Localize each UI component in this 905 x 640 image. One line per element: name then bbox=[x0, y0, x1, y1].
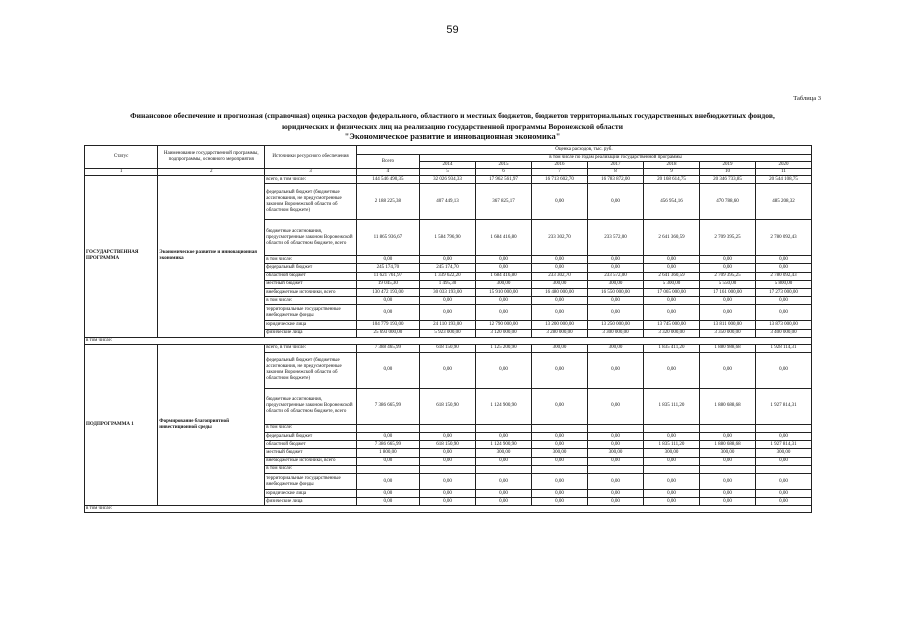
amount-cell: 12 790 000,00 bbox=[475, 321, 531, 329]
amount-cell: 0,00 bbox=[587, 305, 643, 321]
header-year: 2018 bbox=[643, 162, 699, 169]
header-by-years: в том числе по годам реализации государственной программы bbox=[419, 155, 811, 162]
amount-cell: 130 472 193,00 bbox=[356, 288, 419, 296]
amount-cell: 0,00 bbox=[755, 457, 811, 465]
amount-cell: 15 910 000,00 bbox=[475, 288, 531, 296]
amount-cell: 0,00 bbox=[419, 305, 475, 321]
amount-cell: 17 161 000,00 bbox=[699, 288, 755, 296]
amount-cell: 144 546 490,35 bbox=[356, 176, 419, 184]
amount-cell: 0,00 bbox=[587, 184, 643, 220]
funding-source: физические лица bbox=[265, 498, 357, 506]
funding-source: юридические лица bbox=[265, 321, 357, 329]
column-index: 10 bbox=[699, 169, 755, 176]
amount-cell: 0,00 bbox=[531, 305, 587, 321]
amount-cell: 0,00 bbox=[755, 490, 811, 498]
amount-cell: 0,00 bbox=[475, 457, 531, 465]
column-index: 6 bbox=[475, 169, 531, 176]
amount-cell: 1 835 411,20 bbox=[643, 344, 699, 352]
amount-cell: 0,00 bbox=[475, 264, 531, 272]
amount-cell: 1 124 900,90 bbox=[475, 441, 531, 449]
amount-cell: 0,00 bbox=[419, 256, 475, 264]
amount-cell: 1 800,00 bbox=[356, 449, 419, 457]
amount-cell: 13 873 000,00 bbox=[755, 321, 811, 329]
amount-cell: 0,00 bbox=[643, 264, 699, 272]
amount-cell bbox=[475, 465, 531, 473]
amount-cell: 300,00 bbox=[531, 449, 587, 457]
amount-cell: 233 302,70 bbox=[531, 272, 587, 280]
amount-cell: 0,00 bbox=[475, 490, 531, 498]
amount-cell: 0,00 bbox=[699, 352, 755, 388]
amount-cell: 0,00 bbox=[587, 256, 643, 264]
funding-source: местный бюджет bbox=[265, 280, 357, 288]
column-index: 5 bbox=[419, 169, 475, 176]
amount-cell: 2 641 360,59 bbox=[643, 220, 699, 256]
funding-source: областной бюджет bbox=[265, 441, 357, 449]
amount-cell: 0,00 bbox=[475, 305, 531, 321]
amount-cell: 20 544 108,75 bbox=[755, 176, 811, 184]
funding-source: в том числе: bbox=[265, 424, 357, 432]
amount-cell: 17 065 000,00 bbox=[643, 288, 699, 296]
amount-cell: 0,00 bbox=[587, 441, 643, 449]
amount-cell: 300,00 bbox=[587, 449, 643, 457]
amount-cell: 0,00 bbox=[587, 498, 643, 506]
amount-cell bbox=[699, 424, 755, 432]
funding-source: внебюджетные источники, всего bbox=[265, 457, 357, 465]
amount-cell: 0,00 bbox=[755, 474, 811, 490]
table-row bbox=[85, 506, 812, 513]
amount-cell: 300,00 bbox=[587, 280, 643, 288]
table-row bbox=[85, 176, 812, 184]
amount-cell: 0,00 bbox=[531, 457, 587, 465]
amount-cell: 300,00 bbox=[475, 449, 531, 457]
amount-cell: 1 125 200,90 bbox=[475, 344, 531, 352]
amount-cell: 13 745 000,00 bbox=[643, 321, 699, 329]
column-index: 3 bbox=[265, 169, 357, 176]
amount-cell: 300,00 bbox=[531, 280, 587, 288]
amount-cell: 0,00 bbox=[531, 256, 587, 264]
amount-cell: 7 386 665,99 bbox=[356, 388, 419, 424]
amount-cell: 0,00 bbox=[419, 498, 475, 506]
amount-cell: 1 339 622,20 bbox=[419, 272, 475, 280]
amount-cell: 0,00 bbox=[419, 297, 475, 305]
amount-cell: 11 865 936,67 bbox=[356, 220, 419, 256]
amount-cell: 0,00 bbox=[531, 498, 587, 506]
amount-cell: 300,00 bbox=[587, 344, 643, 352]
amount-cell: 20 168 614,75 bbox=[643, 176, 699, 184]
amount-cell: 0,00 bbox=[643, 352, 699, 388]
amount-cell: 0,00 bbox=[587, 433, 643, 441]
header-status: Статус bbox=[85, 146, 158, 169]
amount-cell: 13 200 000,00 bbox=[531, 321, 587, 329]
header-year: 2017 bbox=[587, 162, 643, 169]
table-label: Таблица 3 bbox=[793, 95, 821, 102]
header-total: Всего bbox=[356, 155, 419, 169]
column-index: 7 bbox=[531, 169, 587, 176]
amount-cell: 0,00 bbox=[419, 352, 475, 388]
amount-cell: 233 572,00 bbox=[587, 272, 643, 280]
funding-source: внебюджетные источники, всего bbox=[265, 288, 357, 296]
amount-cell: 0,00 bbox=[356, 474, 419, 490]
amount-cell: 456 954,16 bbox=[643, 184, 699, 220]
amount-cell: 1 835 111,20 bbox=[643, 441, 699, 449]
amount-cell: 0,00 bbox=[531, 297, 587, 305]
amount-cell: 0,00 bbox=[475, 352, 531, 388]
funding-source: территориальные государственные внебюджетные фонды bbox=[265, 474, 357, 490]
amount-cell: 0,00 bbox=[531, 474, 587, 490]
amount-cell: 2 709 395,25 bbox=[699, 272, 755, 280]
amount-cell: 0,00 bbox=[419, 449, 475, 457]
amount-cell: 2 641 360,59 bbox=[643, 272, 699, 280]
amount-cell: 1 835 111,20 bbox=[643, 388, 699, 424]
amount-cell: 0,00 bbox=[699, 305, 755, 321]
amount-cell: 16 480 000,00 bbox=[531, 288, 587, 296]
amount-cell: 0,00 bbox=[531, 184, 587, 220]
amount-cell: 618 150,90 bbox=[419, 441, 475, 449]
amount-cell: 2 709 395,25 bbox=[699, 220, 755, 256]
amount-cell: 5 300,00 bbox=[643, 280, 699, 288]
amount-cell: 0,00 bbox=[587, 457, 643, 465]
amount-cell: 17 962 561,97 bbox=[475, 176, 531, 184]
amount-cell: 5 550,00 bbox=[699, 280, 755, 288]
amount-cell: 0,00 bbox=[356, 490, 419, 498]
amount-cell bbox=[643, 424, 699, 432]
amount-cell: 0,00 bbox=[475, 474, 531, 490]
amount-cell: 0,00 bbox=[755, 433, 811, 441]
amount-cell: 0,00 bbox=[419, 433, 475, 441]
amount-cell: 0,00 bbox=[475, 297, 531, 305]
amount-cell: 1 124 900,90 bbox=[475, 388, 531, 424]
amount-cell: 0,00 bbox=[587, 264, 643, 272]
amount-cell: 1 684 416,80 bbox=[475, 220, 531, 256]
amount-cell: 233 572,00 bbox=[587, 220, 643, 256]
amount-cell bbox=[356, 465, 419, 473]
header-year: 2020 bbox=[755, 162, 811, 169]
amount-cell: 0,00 bbox=[643, 433, 699, 441]
header-year: 2015 bbox=[475, 162, 531, 169]
amount-cell: 2 780 092,43 bbox=[755, 272, 811, 280]
amount-cell bbox=[356, 424, 419, 432]
funding-source: в том числе: bbox=[265, 256, 357, 264]
amount-cell: 3 400 000,00 bbox=[755, 329, 811, 337]
funding-source: бюджетные ассигнования, предусмотренные законом Воронежской области об областном бюджете, всего bbox=[265, 388, 357, 424]
amount-cell bbox=[643, 465, 699, 473]
amount-cell: 1 928 114,31 bbox=[755, 344, 811, 352]
amount-cell: 0,00 bbox=[699, 490, 755, 498]
amount-cell: 0,00 bbox=[419, 490, 475, 498]
amount-cell: 0,00 bbox=[356, 433, 419, 441]
amount-cell: 104 779 193,00 bbox=[356, 321, 419, 329]
amount-cell: 0,00 bbox=[587, 474, 643, 490]
amount-cell: 11 621 761,97 bbox=[356, 272, 419, 280]
amount-cell: 0,00 bbox=[755, 498, 811, 506]
funding-source: юридические лица bbox=[265, 490, 357, 498]
amount-cell: 0,00 bbox=[587, 490, 643, 498]
amount-cell bbox=[475, 424, 531, 432]
amount-cell: 0,00 bbox=[699, 457, 755, 465]
amount-cell bbox=[755, 465, 811, 473]
amount-cell: 233 302,70 bbox=[531, 220, 587, 256]
amount-cell bbox=[531, 424, 587, 432]
column-index: 2 bbox=[158, 169, 265, 176]
amount-cell: 0,00 bbox=[356, 297, 419, 305]
amount-cell: 0,00 bbox=[356, 352, 419, 388]
funding-source: территориальные государственные внебюджетные фонды bbox=[265, 305, 357, 321]
amount-cell: 0,00 bbox=[531, 388, 587, 424]
amount-cell: 245 174,70 bbox=[419, 264, 475, 272]
page-number: 59 bbox=[446, 24, 459, 36]
amount-cell bbox=[419, 465, 475, 473]
funding-source: в том числе: bbox=[265, 297, 357, 305]
table-row bbox=[85, 337, 812, 344]
funding-source: федеральный бюджет bbox=[265, 264, 357, 272]
amount-cell: 13 811 000,00 bbox=[699, 321, 755, 329]
amount-cell: 300,00 bbox=[755, 449, 811, 457]
funding-source: в том числе: bbox=[265, 465, 357, 473]
amount-cell: 0,00 bbox=[755, 305, 811, 321]
amount-cell: 5 800,00 bbox=[755, 280, 811, 288]
amount-cell: 0,00 bbox=[699, 433, 755, 441]
financing-table bbox=[84, 145, 812, 513]
amount-cell: 245 174,70 bbox=[356, 264, 419, 272]
amount-cell: 0,00 bbox=[356, 457, 419, 465]
amount-cell: 0,00 bbox=[531, 441, 587, 449]
amount-cell: 0,00 bbox=[356, 305, 419, 321]
amount-cell: 0,00 bbox=[643, 490, 699, 498]
program-status: ГОСУДАРСТВЕННАЯ ПРОГРАММА bbox=[85, 176, 158, 338]
amount-cell: 0,00 bbox=[643, 305, 699, 321]
amount-cell: 0,00 bbox=[419, 474, 475, 490]
amount-cell: 0,00 bbox=[643, 256, 699, 264]
amount-cell: 0,00 bbox=[475, 498, 531, 506]
column-index: 8 bbox=[587, 169, 643, 176]
funding-source: федеральный бюджет bbox=[265, 433, 357, 441]
amount-cell: 1 880 988,68 bbox=[699, 344, 755, 352]
amount-cell: 0,00 bbox=[699, 297, 755, 305]
amount-cell: 16 783 872,00 bbox=[587, 176, 643, 184]
amount-cell: 30 033 193,00 bbox=[419, 288, 475, 296]
amount-cell: 0,00 bbox=[755, 297, 811, 305]
amount-cell: 3 120 000,00 bbox=[475, 329, 531, 337]
amount-cell bbox=[587, 465, 643, 473]
column-index: 11 bbox=[755, 169, 811, 176]
amount-cell: 2 780 092,43 bbox=[755, 220, 811, 256]
amount-cell: 618 150,90 bbox=[419, 344, 475, 352]
header-year: 2014 bbox=[419, 162, 475, 169]
amount-cell: 0,00 bbox=[531, 433, 587, 441]
amount-cell: 0,00 bbox=[699, 498, 755, 506]
amount-cell: 0,00 bbox=[531, 352, 587, 388]
amount-cell: 300,00 bbox=[643, 449, 699, 457]
amount-cell: 470 788,60 bbox=[699, 184, 755, 220]
amount-cell: 16 713 602,70 bbox=[531, 176, 587, 184]
subprogram-1-status: ПОДПРОГРАММА 1 bbox=[85, 344, 158, 506]
amount-cell: 0,00 bbox=[755, 352, 811, 388]
amount-cell: 1 927 814,31 bbox=[755, 441, 811, 449]
amount-cell: 0,00 bbox=[587, 388, 643, 424]
amount-cell: 0,00 bbox=[475, 256, 531, 264]
amount-cell: 0,00 bbox=[643, 297, 699, 305]
amount-cell: 0,00 bbox=[475, 433, 531, 441]
amount-cell: 407 449,13 bbox=[419, 184, 475, 220]
funding-source: федеральный бюджет (бюджетные ассигнования, не предусмотренные законом Воронежской области об областном бюджете) bbox=[265, 352, 357, 388]
amount-cell: 0,00 bbox=[643, 498, 699, 506]
amount-cell: 7 388 465,99 bbox=[356, 344, 419, 352]
amount-cell: 5 923 000,00 bbox=[419, 329, 475, 337]
title-line-3: "Экономическое развитие и инновационная экономика" bbox=[344, 132, 561, 141]
title-line-2: юридических и физических лиц на реализацию государственной программы Воронежской области bbox=[281, 121, 624, 131]
amount-cell: 1 684 416,80 bbox=[475, 272, 531, 280]
document-title bbox=[80, 111, 825, 143]
funding-source: физические лица bbox=[265, 329, 357, 337]
amount-cell: 485 208,32 bbox=[755, 184, 811, 220]
in-that-number-label: в том числе: bbox=[85, 337, 812, 344]
amount-cell: 0,00 bbox=[755, 256, 811, 264]
amount-cell: 1 584 796,90 bbox=[419, 220, 475, 256]
amount-cell: 367 825,17 bbox=[475, 184, 531, 220]
amount-cell: 0,00 bbox=[755, 264, 811, 272]
amount-cell bbox=[699, 465, 755, 473]
amount-cell: 0,00 bbox=[699, 474, 755, 490]
amount-cell bbox=[587, 424, 643, 432]
amount-cell: 0,00 bbox=[356, 256, 419, 264]
amount-cell: 0,00 bbox=[419, 457, 475, 465]
amount-cell: 0,00 bbox=[699, 256, 755, 264]
amount-cell bbox=[419, 424, 475, 432]
amount-cell: 32 026 934,33 bbox=[419, 176, 475, 184]
amount-cell: 0,00 bbox=[531, 264, 587, 272]
funding-source: всего, в том числе: bbox=[265, 176, 357, 184]
amount-cell: 0,00 bbox=[643, 457, 699, 465]
amount-cell: 1 880 688,68 bbox=[699, 388, 755, 424]
header-source: Источники ресурсного обеспечения bbox=[265, 146, 357, 169]
header-year: 2016 bbox=[531, 162, 587, 169]
column-index: 4 bbox=[356, 169, 419, 176]
funding-source: областной бюджет bbox=[265, 272, 357, 280]
program-name: Экономическое развитие и инновационная экономика bbox=[158, 176, 265, 338]
amount-cell: 300,00 bbox=[475, 280, 531, 288]
amount-cell: 25 693 000,00 bbox=[356, 329, 419, 337]
table-row bbox=[85, 344, 812, 352]
funding-source: федеральный бюджет (бюджетные ассигнования, не предусмотренные законом Воронежской области об областном бюджете) bbox=[265, 184, 357, 220]
amount-cell: 3 300 000,00 bbox=[587, 329, 643, 337]
header-estimate: Оценка расходов, тыс. руб. bbox=[356, 146, 811, 155]
amount-cell: 1 927 814,31 bbox=[755, 388, 811, 424]
amount-cell: 0,00 bbox=[587, 352, 643, 388]
column-index: 9 bbox=[643, 169, 699, 176]
subprogram-1-name: Формирование благоприятной инвестиционной среды bbox=[158, 344, 265, 506]
amount-cell: 1 880 688,68 bbox=[699, 441, 755, 449]
amount-cell: 13 250 000,00 bbox=[587, 321, 643, 329]
amount-cell: 17 273 000,00 bbox=[755, 288, 811, 296]
amount-cell: 24 110 193,00 bbox=[419, 321, 475, 329]
amount-cell: 7 386 665,99 bbox=[356, 441, 419, 449]
amount-cell: 0,00 bbox=[356, 498, 419, 506]
amount-cell: 0,00 bbox=[531, 490, 587, 498]
amount-cell: 20 346 733,85 bbox=[699, 176, 755, 184]
amount-cell: 0,00 bbox=[643, 474, 699, 490]
in-that-number-label: в том числе: bbox=[85, 506, 812, 513]
amount-cell: 16 550 000,00 bbox=[587, 288, 643, 296]
amount-cell: 2 188 225,38 bbox=[356, 184, 419, 220]
amount-cell: 618 150,90 bbox=[419, 388, 475, 424]
funding-source: всего, в том числе: bbox=[265, 344, 357, 352]
amount-cell: 300,00 bbox=[531, 344, 587, 352]
amount-cell: 1 495,30 bbox=[419, 280, 475, 288]
amount-cell: 3 280 000,00 bbox=[531, 329, 587, 337]
amount-cell bbox=[531, 465, 587, 473]
amount-cell: 19 045,30 bbox=[356, 280, 419, 288]
funding-source: бюджетные ассигнования, предусмотренные законом Воронежской области об областном бюджете, всего bbox=[265, 220, 357, 256]
amount-cell bbox=[755, 424, 811, 432]
title-line-1: Финансовое обеспечение и прогнозная (справочная) оценка расходов федерального, областного и местных бюджетов, бюджетов территориальных государственных внебюджетных фондов, bbox=[130, 111, 775, 120]
amount-cell: 3 350 000,00 bbox=[699, 329, 755, 337]
amount-cell: 300,00 bbox=[699, 449, 755, 457]
header-year: 2019 bbox=[699, 162, 755, 169]
amount-cell: 0,00 bbox=[587, 297, 643, 305]
funding-source: местный бюджет bbox=[265, 449, 357, 457]
header-name: Наименование государственной программы, подпрограммы, основного мероприятия bbox=[158, 146, 265, 169]
amount-cell: 3 320 000,00 bbox=[643, 329, 699, 337]
amount-cell: 0,00 bbox=[699, 264, 755, 272]
column-index: 1 bbox=[85, 169, 158, 176]
